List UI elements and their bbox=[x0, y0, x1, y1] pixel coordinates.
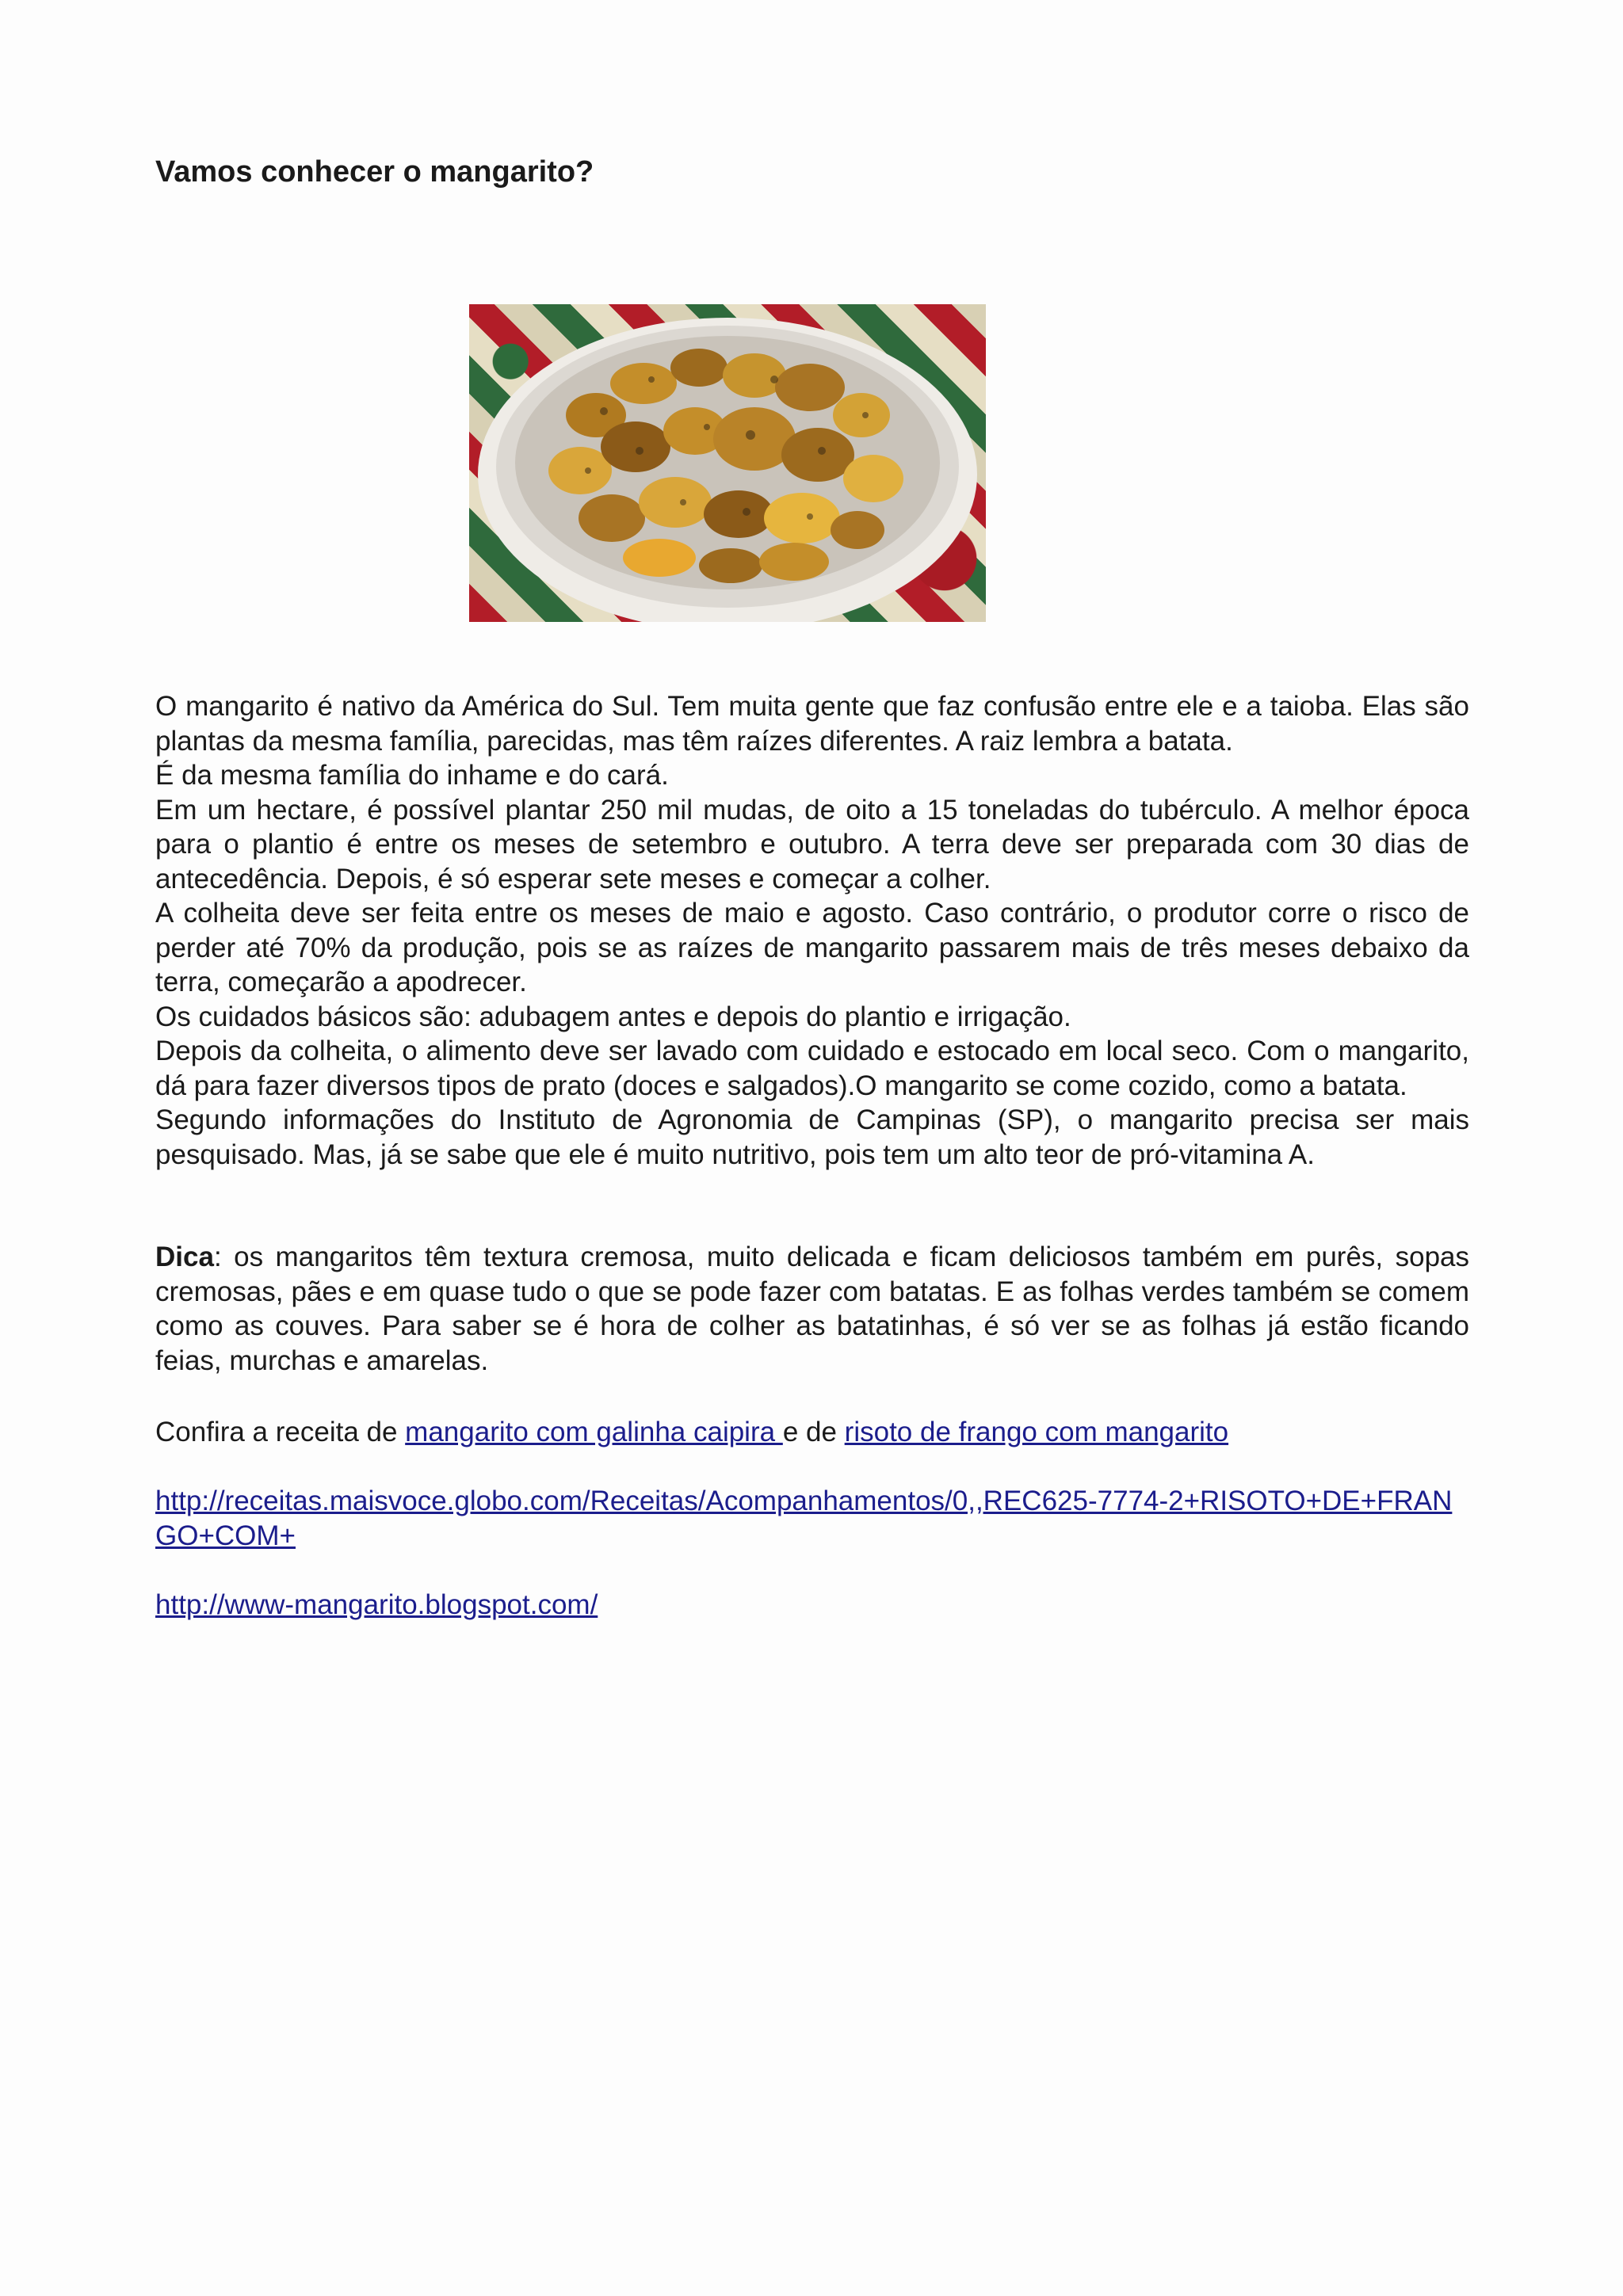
paragraph-research: Segundo informações do Instituto de Agronomia de Campinas (SP), o mangarito precisa ser mais pesquisado. Mas, já se sabe que ele é muito nutritivo, pois tem um alto teor de pró-vitamina A. bbox=[155, 1104, 1469, 1170]
paragraph-planting: Em um hectare, é possível plantar 250 mil mudas, de oito a 15 toneladas do tubérculo. A melhor época para o plantio é entre os meses de setembro e outubro. A terra deve ser preparada com 30 dias de antecedência. Depois, é só esperar sete meses e começar a colher. bbox=[155, 794, 1469, 894]
tip-text: : os mangaritos têm textura cremosa, muito delicada e ficam deliciosos também em purês, sopas cremosas, pães e em quase tudo o que se pode fazer com batatas. E as folhas verdes também se comem como as couves. Para saber se é hora de colher as batatinhas, é só ver se as folhas já estão ficando feias, murchas e amarelas. bbox=[155, 1241, 1469, 1376]
url-link-receitas[interactable]: http://receitas.maisvoce.globo.com/Receitas/Acompanhamentos/0,,REC625-7774-2+RISOTO+DE+FRANGO+COM+ bbox=[155, 1486, 1453, 1551]
paragraph-harvest: A colheita deve ser feita entre os meses de maio e agosto. Caso contrário, o produtor corre o risco de perder até 70% da produção, pois se as raízes de mangarito passarem mais de três meses debaixo da terra, começarão a apodrecer. bbox=[155, 898, 1469, 997]
url-block-2 bbox=[155, 1588, 1469, 1623]
recipe-link-galinha-caipira[interactable]: mangarito com galinha caipira bbox=[405, 1417, 783, 1447]
recipe-line bbox=[155, 1415, 1469, 1450]
url-block-1 bbox=[155, 1484, 1455, 1553]
recipe-paragraph bbox=[155, 1415, 1469, 1450]
paragraph-care: Os cuidados básicos são: adubagem antes e depois do plantio e irrigação. bbox=[155, 1001, 1071, 1032]
mangarito-bowl-photo-svg bbox=[469, 304, 986, 622]
tip-paragraph bbox=[155, 1240, 1469, 1378]
recipe-link-risoto[interactable]: risoto de frango com mangarito bbox=[844, 1417, 1229, 1447]
tip-section bbox=[155, 1240, 1469, 1378]
document-title: Vamos conhecer o mangarito? bbox=[155, 155, 594, 189]
url2-paragraph bbox=[155, 1588, 1469, 1623]
paragraph-origin: O mangarito é nativo da América do Sul. Tem muita gente que faz confusão entre ele e a taioba. Elas são plantas da mesma família, parecidas, mas têm raízes diferentes. A raiz lembra a batata. bbox=[155, 691, 1469, 757]
paragraph-family: É da mesma família do inhame e do cará. bbox=[155, 760, 669, 791]
recipe-middle: e de bbox=[782, 1417, 845, 1447]
paragraph-storage: Depois da colheita, o alimento deve ser lavado com cuidado e estocado em local seco. Com o mangarito, dá para fazer diversos tipos de prato (doces e salgados).O mangarito se come cozido, como a batata. bbox=[155, 1035, 1469, 1101]
mangarito-bowl-photo bbox=[469, 304, 986, 622]
url-link-blogspot[interactable]: http://www-mangarito.blogspot.com/ bbox=[155, 1589, 598, 1620]
url1-paragraph bbox=[155, 1484, 1455, 1553]
body-text bbox=[155, 689, 1469, 1172]
recipe-prefix: Confira a receita de bbox=[155, 1417, 406, 1447]
tip-label: Dica bbox=[155, 1241, 214, 1272]
